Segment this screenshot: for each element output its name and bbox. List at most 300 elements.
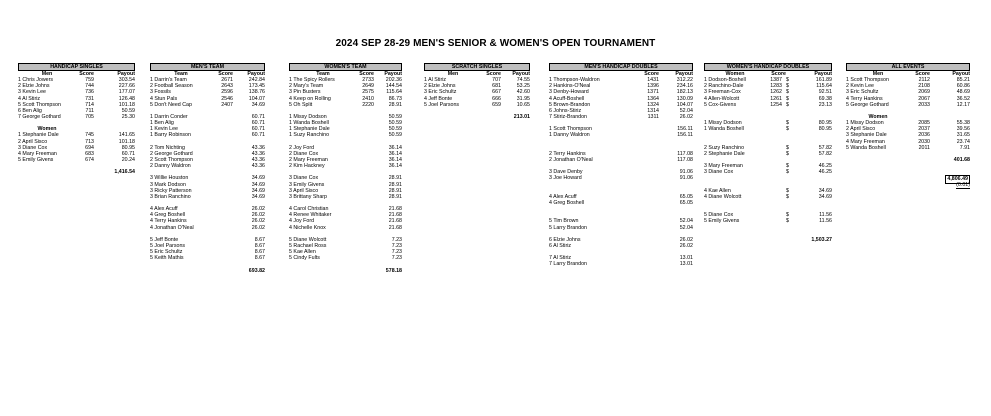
entry-score (762, 194, 782, 200)
entry-name: 5 Rachael Ross (289, 242, 327, 249)
entry-payout: 34.69 (818, 193, 832, 200)
entry-name: 3 Brian Ranchino (150, 193, 191, 200)
entry-name: 3 Willie Houston (150, 175, 189, 182)
dollar-sign: $ (786, 144, 789, 151)
entry-payout: 52.04 (679, 224, 693, 231)
entry-score (762, 218, 782, 224)
scratch-singles-section (424, 63, 530, 120)
entry-score (357, 132, 374, 138)
entry-name: 4 Acuff-Boshell (549, 95, 585, 102)
dollar-sign: $ (786, 120, 789, 127)
mens-handicap-doubles-section (549, 63, 693, 268)
entry-name: 1 Wanda Boshell (289, 120, 329, 127)
dollar-sign: $ (786, 163, 789, 170)
entry-payout: 156.11 (677, 126, 693, 133)
table-row (289, 194, 402, 200)
entry-payout: 26.02 (251, 218, 265, 225)
entry-score: 2410 (362, 95, 374, 102)
entry-score: 694 (85, 144, 94, 151)
entry-name: 1 Kevin Lee (150, 126, 178, 133)
entry-payout: 8.67 (254, 236, 265, 243)
entry-score: 2036 (918, 132, 930, 139)
entry-name: 1 Stephanie Dale (289, 126, 330, 133)
entry-score (627, 200, 659, 206)
entry-name: 2 George Gothard (150, 150, 193, 157)
section-header: MEN'S HANDICAP DOUBLES (549, 63, 693, 71)
entry-name: 3 Diane Cox (704, 169, 734, 176)
entry-name: 1 Stephanie Dale (18, 132, 59, 139)
table-row (18, 157, 135, 163)
entry-payout: 50.59 (121, 107, 135, 114)
entry-name: 2 Elzie Johns (424, 83, 456, 90)
table-row (549, 175, 693, 181)
womens-team-section (289, 63, 402, 274)
entry-payout: 50.59 (388, 126, 402, 133)
entry-payout: 138.76 (248, 89, 265, 96)
entry-payout: 34.69 (818, 187, 832, 194)
table-row (704, 151, 832, 157)
entry-payout: 80.95 (818, 120, 832, 127)
entry-name: 4 Joy Ford (289, 218, 315, 225)
entry-name: 3 Ricky Patterson (150, 187, 192, 194)
entry-payout: 85.21 (956, 77, 970, 84)
entry-score: 745 (85, 132, 94, 139)
entry-score: 2108 (918, 83, 930, 90)
entry-payout: 117.08 (677, 150, 693, 157)
entry-name: 1 Thompson-Waldron (549, 77, 600, 84)
entry-score: 667 (492, 89, 501, 96)
entry-name: 2 Diane Cox (289, 150, 319, 157)
entry-name: 1 Suzy Ranchino (289, 132, 330, 139)
entry-name: 5 Cindy Fults (289, 255, 320, 262)
entry-score (357, 194, 374, 200)
entry-name: 4 Keep on Rolling (289, 95, 331, 102)
entry-payout: 115.64 (386, 89, 402, 96)
entry-name: 4 Carol Christian (289, 206, 329, 213)
entry-payout: 60.71 (251, 113, 265, 120)
entry-name: 7 Al Stiriz (549, 255, 572, 262)
entry-name: 4 Mary Freeman (18, 150, 57, 157)
entry-name: 2 Mary's Team (289, 83, 324, 90)
entry-payout: 7.23 (391, 255, 402, 262)
entry-score (212, 255, 233, 261)
entry-name: 3 Kevin Lee (18, 89, 46, 96)
entry-payout: 202.36 (385, 77, 402, 84)
entry-payout: 65.05 (679, 193, 693, 200)
section-header: WOMEN'S TEAM (289, 63, 402, 71)
entry-payout: 34.69 (251, 181, 265, 188)
entry-payout: 26.02 (679, 113, 693, 120)
entry-payout: 86.73 (388, 95, 402, 102)
entry-score: 714 (85, 101, 94, 108)
entry-payout: 25.30 (121, 113, 135, 120)
entry-name: 5 Cox-Givens (704, 101, 737, 108)
entry-name: 6 Ben Alig (18, 107, 42, 114)
entry-score (762, 126, 782, 132)
entry-score (357, 163, 374, 169)
table-row (289, 225, 402, 231)
entry-name: 2 Jonathan O'Neal (549, 156, 593, 163)
entry-score: 1431 (647, 77, 659, 84)
entry-name: 3 Diane Cox (18, 144, 48, 151)
entry-name: 2 April Sisco (846, 126, 876, 133)
entry-name: 5 Wanda Boshell (846, 144, 886, 151)
entry-name: 2 Hankins-O'Neal (549, 83, 591, 90)
entry-name: 1 Chris Jowers (18, 77, 54, 84)
entry-name: 2 Kim Hackney (289, 163, 325, 170)
subtotal-row (150, 268, 265, 274)
subtotal-value: 693.82 (248, 267, 265, 274)
entry-payout: 26.02 (251, 206, 265, 213)
entry-payout: 91.06 (679, 175, 693, 182)
entry-score (627, 132, 659, 138)
entry-payout: 34.69 (251, 101, 265, 108)
entry-score: 731 (85, 95, 94, 102)
entry-payout: 21.68 (388, 212, 402, 219)
subtotal-value: 401.68 (953, 156, 970, 163)
entry-name: 2 Danny Waldron (150, 163, 191, 170)
table-row (704, 194, 832, 200)
entry-score: 1311 (647, 113, 659, 120)
entry-payout: 57.82 (818, 150, 832, 157)
entry-payout: 55.38 (956, 120, 970, 127)
table-row (549, 157, 693, 163)
entry-name: 5 Don't Need Cap (150, 101, 192, 108)
entry-score: 744 (85, 83, 94, 90)
entry-name: 2 Tom Nichting (150, 144, 185, 151)
entry-payout: 12.17 (956, 101, 970, 108)
dollar-sign: $ (786, 187, 789, 194)
entry-name: 1 The Spicy Rollers (289, 77, 335, 84)
table-row (549, 243, 693, 249)
entry-payout: 46.25 (818, 163, 832, 170)
subtotal-row (704, 237, 832, 243)
entry-name: 1 Missy Dodson (289, 113, 327, 120)
page-title: 2024 SEP 28-29 MEN'S SENIOR & WOMEN'S OPEN TOURNAMENT (335, 38, 656, 49)
entry-payout: 11.56 (819, 212, 832, 219)
table-row (846, 102, 970, 108)
entry-score: 707 (492, 77, 501, 84)
entry-payout: 303.54 (118, 77, 135, 84)
entry-name: 3 Eric Schultz (846, 89, 879, 96)
entry-payout: 182.13 (676, 89, 693, 96)
entry-score: 2671 (221, 77, 233, 84)
section-header: WOMEN'S HANDICAP DOUBLES (704, 63, 832, 71)
table-row (289, 102, 402, 108)
entry-score: 705 (85, 113, 94, 120)
subtotal-row (18, 169, 135, 175)
grand-total-value: 4,806.49 (947, 176, 968, 183)
entry-name: 5 Oh Split (289, 101, 313, 108)
column-header-score: Score (359, 71, 374, 77)
entry-payout: 43.36 (251, 144, 265, 151)
entry-name: 1 Barry Robinson (150, 132, 191, 139)
entry-name: 5 Scott Thompson (18, 101, 61, 108)
entry-name: 2 Suzy Ranchino (704, 144, 745, 151)
table-row (704, 126, 832, 132)
table-row (150, 163, 265, 169)
dollar-sign: $ (786, 83, 789, 90)
entry-name: 5 George Gothard (846, 101, 889, 108)
table-row (704, 169, 832, 175)
entry-payout: 28.91 (388, 187, 402, 194)
entry-name: 2 Scott Thompson (150, 156, 193, 163)
entry-score: 1364 (647, 95, 659, 102)
entry-name: 2 Ranchino-Dale (704, 83, 744, 90)
entry-name: 1 Missy Dodson (704, 120, 742, 127)
entry-payout: 115.64 (816, 83, 832, 90)
entry-name: 4 Alex Acuff (150, 206, 178, 213)
entry-name: 7 Larry Brandon (549, 261, 587, 268)
entry-name: 3 Freeman-Cox (704, 89, 741, 96)
entry-payout: 177.07 (118, 89, 135, 96)
subtotal-row (289, 268, 402, 274)
entry-name: 5 Keith Mathis (150, 255, 184, 262)
entry-score: 2575 (362, 89, 374, 96)
entry-score: 2030 (918, 138, 930, 145)
entry-payout: 91.06 (679, 169, 693, 176)
table-row (549, 261, 693, 267)
column-header-name: Team (316, 71, 330, 77)
column-header-payout: Payout (814, 71, 832, 77)
entry-name: 1 Darrin's Team (150, 77, 187, 84)
entry-payout: 36.14 (388, 150, 402, 157)
entry-payout: 53.25 (516, 83, 530, 90)
entry-payout: 36.52 (956, 95, 970, 102)
entry-score: 1314 (647, 107, 659, 114)
difference-cell (846, 182, 970, 188)
entry-payout: 36.14 (388, 163, 402, 170)
entry-name: 1 Missy Dodson (846, 120, 884, 127)
entry-name: 1 Dodson-Boshell (704, 77, 746, 84)
entry-payout: 34.69 (251, 175, 265, 182)
entry-score: 1396 (647, 83, 659, 90)
entry-payout: 60.86 (956, 83, 970, 90)
entry-payout: 7.23 (391, 242, 402, 249)
table-row (549, 200, 693, 206)
entry-name: 1 Danny Waldron (549, 132, 590, 139)
entry-name: 3 Pin Busters (289, 89, 321, 96)
entry-payout: 130.09 (676, 95, 693, 102)
entry-score: 683 (85, 150, 94, 157)
entry-payout: 227.66 (118, 83, 135, 90)
entry-score (357, 255, 374, 261)
table-row (289, 132, 402, 138)
entry-name: 4 Greg Boshell (150, 212, 186, 219)
entry-name: 4 Terry Hankins (846, 95, 883, 102)
entry-name: 1 Wanda Boshell (704, 126, 744, 133)
entry-payout: 50.59 (388, 120, 402, 127)
handicap-singles-section (18, 63, 135, 175)
entry-name: 4 Stun Pals (150, 95, 178, 102)
entry-score: 2407 (221, 101, 233, 108)
entry-payout: 144.54 (385, 83, 402, 90)
entry-payout: 8.67 (254, 255, 265, 262)
entry-score: 2085 (918, 120, 930, 127)
entry-payout: 161.89 (815, 77, 832, 84)
entry-payout: 23.74 (956, 138, 970, 145)
entry-payout: 65.05 (679, 199, 693, 206)
entry-score: 2067 (918, 95, 930, 102)
dollar-sign: $ (786, 150, 789, 157)
entry-name: 4 Kae Allen (704, 187, 731, 194)
entry-name: 3 Fossils (150, 89, 171, 96)
table-row (150, 255, 265, 261)
entry-payout: 39.56 (956, 126, 970, 133)
entry-score: 711 (85, 107, 94, 114)
column-header-score: Score (486, 71, 501, 77)
entry-name: 5 Jeff Bonte (150, 236, 179, 243)
entry-payout: 43.36 (251, 163, 265, 170)
entry-payout: 42.60 (516, 89, 530, 96)
entry-name: 3 Joe Howard (549, 175, 582, 182)
entry-name: 6 Elzie Johns (549, 236, 581, 243)
entry-payout: 28.91 (388, 101, 402, 108)
table-row (150, 225, 265, 231)
entry-payout: 8.67 (254, 242, 265, 249)
column-header-payout: Payout (512, 71, 530, 77)
column-header-payout: Payout (247, 71, 265, 77)
entry-payout: 80.95 (121, 144, 135, 151)
column-header-name: Men (872, 71, 884, 77)
table-row (704, 102, 832, 108)
entry-name: 3 Diane Cox (289, 175, 319, 182)
dollar-sign: $ (786, 89, 789, 96)
dollar-sign: $ (786, 126, 789, 133)
entry-score (212, 194, 233, 200)
all-events-section (846, 63, 970, 188)
entry-score: 681 (492, 83, 501, 90)
entry-name: 4 Diane Wolcott (704, 193, 742, 200)
entry-name: 1 Scott Thompson (549, 126, 592, 133)
column-header-payout: Payout (952, 71, 970, 77)
section-header: SCRATCH SINGLES (424, 63, 530, 71)
entry-name: 4 Jonathan O'Neal (150, 224, 194, 231)
entry-payout: 312.22 (676, 77, 693, 84)
table-row (289, 255, 402, 261)
entry-name: 3 Emily Givens (289, 181, 325, 188)
entry-payout: 34.69 (251, 187, 265, 194)
entry-score: 2649 (362, 83, 374, 90)
entry-payout: 26.02 (679, 236, 693, 243)
column-header-payout: Payout (384, 71, 402, 77)
subgroup-title: Women (868, 113, 888, 120)
entry-name: 4 Alex Acuff (549, 193, 577, 200)
entry-name: 1 Ben Alig (150, 120, 174, 127)
entry-name: 6 Johns-Stiriz (549, 107, 582, 114)
entry-payout: 21.68 (388, 206, 402, 213)
entry-name: 3 Mary Freeman (704, 163, 743, 170)
entry-score (357, 225, 374, 231)
table-row (150, 132, 265, 138)
table-row (424, 102, 530, 108)
entry-score: 1324 (647, 101, 659, 108)
entry-score (762, 169, 782, 175)
entry-payout: 60.71 (251, 132, 265, 139)
entry-name: 6 Al Stiriz (549, 242, 572, 249)
entry-payout: 126.48 (118, 95, 135, 102)
dollar-sign: $ (786, 77, 789, 84)
column-header-score: Score (79, 71, 94, 77)
entry-payout: 10.65 (516, 101, 530, 108)
entry-payout: 57.82 (818, 144, 832, 151)
entry-payout: 52.04 (679, 218, 693, 225)
entry-payout: 13.01 (679, 255, 693, 262)
entry-score: 1283 (770, 83, 782, 90)
entry-name: 5 Diane Wolcott (289, 236, 327, 243)
entry-name: 7 Stiriz-Brandon (549, 113, 587, 120)
entry-score: 1371 (647, 89, 659, 96)
column-header-payout: Payout (675, 71, 693, 77)
entry-payout: 74.55 (516, 77, 530, 84)
entry-payout: 36.14 (388, 156, 402, 163)
entry-payout: 60.71 (121, 150, 135, 157)
column-header-score: Score (771, 71, 786, 77)
entry-name: 2 Football Season (150, 83, 193, 90)
entry-payout: 31.65 (956, 132, 970, 139)
entry-score: 2733 (362, 77, 374, 84)
entry-name: 5 Larry Brandon (549, 224, 587, 231)
entry-payout: 43.36 (251, 156, 265, 163)
entry-score: 666 (492, 95, 501, 102)
entry-name: 2 Mary Freeman (289, 156, 328, 163)
table-row (18, 114, 135, 120)
entry-payout: 242.84 (248, 77, 265, 84)
womens-handicap-doubles-section (704, 63, 832, 243)
entry-payout: 101.18 (118, 101, 135, 108)
entry-score: 2643 (221, 83, 233, 90)
entry-score (627, 175, 659, 181)
entry-payout: 7.23 (391, 249, 402, 256)
table-row (704, 218, 832, 224)
entry-score: 736 (85, 89, 94, 96)
entry-score (212, 225, 233, 231)
entry-score (627, 243, 659, 249)
entry-payout: 36.14 (388, 144, 402, 151)
subgroup-title: Women (37, 126, 57, 133)
entry-score (627, 261, 659, 267)
entry-payout: 21.68 (388, 218, 402, 225)
entry-payout: 11.56 (819, 218, 832, 225)
entry-name: 2 Kevin Lee (846, 83, 874, 90)
entry-payout: 31.95 (516, 95, 530, 102)
subtotal-row (424, 114, 530, 120)
entry-name: 3 April Sisco (289, 187, 319, 194)
entry-payout: 26.02 (251, 212, 265, 219)
entry-payout: 173.45 (248, 83, 265, 90)
entry-name: 3 Brittany Sharp (289, 193, 327, 200)
entry-score: 2546 (221, 95, 233, 102)
entry-payout: 21.68 (388, 224, 402, 231)
entry-name: 5 Kae Allen (289, 249, 316, 256)
column-header-name: Men (41, 71, 53, 77)
section-header: ALL EVENTS (846, 63, 970, 71)
entry-payout: 60.71 (251, 126, 265, 133)
difference-row (846, 182, 970, 188)
difference-value: (0.01) (956, 181, 970, 188)
dollar-sign: $ (786, 95, 789, 102)
subtotal-value: 213.01 (513, 113, 530, 120)
section-header: MEN'S TEAM (150, 63, 265, 71)
section-header: HANDICAP SINGLES (18, 63, 135, 71)
column-header-payout: Payout (117, 71, 135, 77)
entry-score: 2596 (221, 89, 233, 96)
entry-name: 4 Mary Freeman (846, 138, 885, 145)
entry-name: 5 Eric Schultz (150, 249, 183, 256)
entry-payout: 156.11 (677, 132, 693, 139)
entry-payout: 234.16 (676, 83, 693, 90)
column-header-name: Men (447, 71, 459, 77)
